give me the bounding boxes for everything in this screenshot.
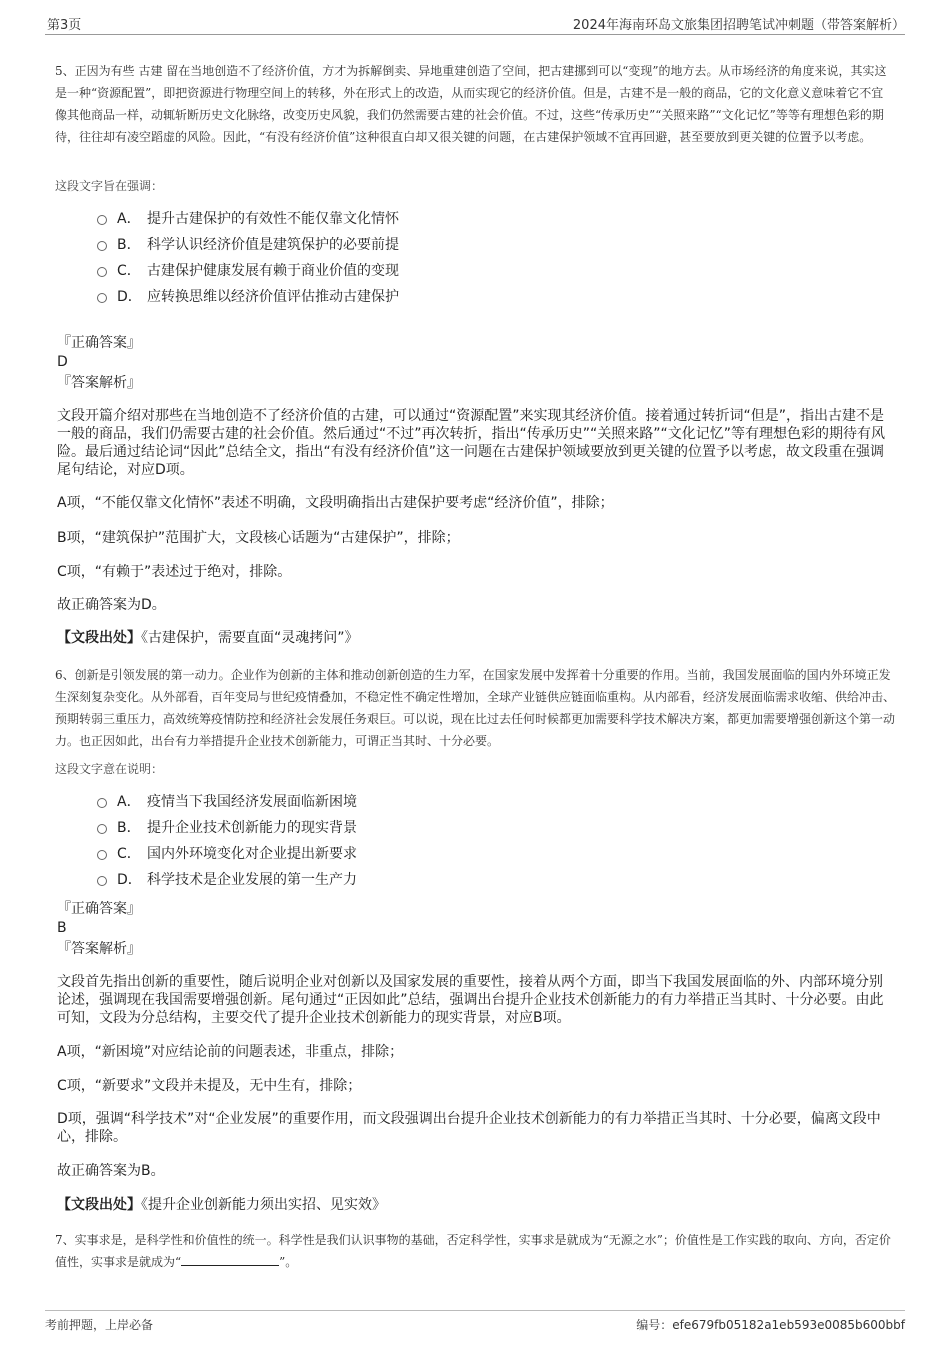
option-letter: D． (117, 872, 142, 888)
option-letter: B． (117, 237, 141, 253)
q5-option-c[interactable] (97, 260, 399, 282)
q6-analysis-c: C项，“新要求”文段并未提及，无中生有，排除； (57, 1078, 362, 1094)
question-7-text (55, 1229, 895, 1273)
radio-icon[interactable] (97, 876, 107, 886)
q5-option-d[interactable] (97, 286, 399, 308)
option-letter: C． (117, 846, 141, 862)
option-letter: A． (117, 794, 141, 810)
question-6-prompt: 这段文字意在说明： (55, 762, 164, 776)
q6-answer-label: 『正确答案』 (57, 901, 141, 917)
q5-analysis-main: 文段开篇介绍对那些在当地创造不了经济价值的古建，可以通过“资源配置”来实现其经济价值。接着通过转折词“但是”，指出古建不是一般的商品，我们仍需要古建的社会价值。然后通过“不过”再次转折，指出“传承历史”“关照来路”“文化记忆”等有理想色彩的期待有风险。最后通过结论词“因此”总结全文，指出“有没有经济价值”这一问题在古建保护领域要放到更关键的位置予以考虑，故文段重在强调尾句结论，对应D项。 (57, 408, 886, 478)
q5-analysis-label: 『答案解析』 (57, 375, 141, 391)
option-text: 疫情当下我国经济发展面临新困境 (147, 794, 357, 810)
source-label: 【文段出处】 (57, 1197, 141, 1213)
option-text: 提升企业技术创新能力的现实背景 (147, 820, 357, 836)
q6-source (57, 1196, 893, 1214)
option-letter: C． (117, 263, 141, 279)
source-title: 《古建保护，需要直面“灵魂拷问”》 (141, 630, 359, 646)
question-6-text: 6、创新是引领发展的第一动力。企业作为创新的主体和推动创新创造的生力军，在国家发展中发挥着十分重要的作用。当前，我国发展面临的国内外环境正发生深刻复杂变化。从外部看，百年变局与世纪疫情叠加，不稳定性不确定性增加，全球产业链供应链面临重构。从内部看，经济发展面临需求收缩、供给冲击、预期转弱三重压力，高效统筹疫情防控和经济社会发展任务艰巨。可以说，现在比过去任何时候都更加需要科学技术解决方案，都更加需要增强创新这个第一动力。也正因如此，出台有力举措提升企业技术创新能力，可谓正当其时、十分必要。 (55, 668, 896, 748)
option-letter: B． (117, 820, 141, 836)
question-7-text-before: 7、实事求是，是科学性和价值性的统一。科学性是我们认识事物的基础，否定科学性，实事求是就成为“无源之水”；价值性是工作实践的取向、方向，否定价值性，实事求是就成为“ (55, 1233, 891, 1269)
q6-analysis-d: D项，强调“科学技术”对“企业发展”的重要作用，而文段强调出台提升企业技术创新能力的有力举措正当其时、十分必要，偏离文段中心，排除。 (57, 1111, 881, 1145)
option-text: 科学认识经济价值是建筑保护的必要前提 (147, 237, 399, 253)
page-header (45, 14, 905, 35)
q5-analysis-a: A项，“不能仅靠文化情怀”表述不明确，文段明确指出古建保护要考虑“经济价值”，排除； (57, 495, 614, 511)
radio-icon[interactable] (97, 850, 107, 860)
q6-analysis-main: 文段首先指出创新的重要性，随后说明企业对创新以及国家发展的重要性，接着从两个方面，即当下我国发展面临的外、内部环境分别论述，强调现在我国需要增强创新。尾句通过“正因如此”总结，强调出台提升企业技术创新能力的有力举措正当其时、十分必要。由此可知，文段为分总结构，主要交代了提升企业技术创新能力的现实背景，对应B项。 (57, 974, 884, 1026)
footer-slogan: 考前押题，上岸必备 (45, 1318, 154, 1332)
q5-answer: D (57, 354, 68, 370)
radio-icon[interactable] (97, 824, 107, 834)
radio-icon[interactable] (97, 241, 107, 251)
q6-option-b[interactable] (97, 817, 357, 839)
radio-icon[interactable] (97, 798, 107, 808)
option-text: 提升古建保护的有效性不能仅靠文化情怀 (147, 211, 399, 227)
page-footer (45, 1310, 905, 1335)
question-5-prompt: 这段文字旨在强调： (55, 179, 164, 193)
q6-analysis-label: 『答案解析』 (57, 941, 141, 957)
q6-option-d[interactable] (97, 869, 357, 891)
q5-answer-label: 『正确答案』 (57, 335, 141, 351)
option-letter: A． (117, 211, 141, 227)
q5-source (57, 629, 893, 647)
q6-analysis-conclusion: 故正确答案为B。 (57, 1163, 165, 1179)
option-text: 应转换思维以经济价值评估推动古建保护 (147, 289, 399, 305)
option-text: 古建保护健康发展有赖于商业价值的变现 (147, 263, 399, 279)
q6-option-a[interactable] (97, 791, 357, 813)
q5-option-b[interactable] (97, 234, 399, 256)
q6-analysis-a: A项，“新困境”对应结论前的问题表述，非重点，排除； (57, 1044, 404, 1060)
option-text: 科学技术是企业发展的第一生产力 (147, 872, 357, 888)
q5-analysis-b: B项，“建筑保护”范围扩大，文段核心话题为“古建保护”，排除； (57, 530, 460, 546)
source-label: 【文段出处】 (57, 630, 141, 646)
q6-answer: B (57, 920, 67, 936)
q5-option-a[interactable] (97, 208, 399, 230)
radio-icon[interactable] (97, 215, 107, 225)
question-7-text-after: ”。 (279, 1255, 298, 1269)
q5-analysis-conclusion: 故正确答案为D。 (57, 597, 166, 613)
question-5-text: 5、正因为有些 古建 留在当地创造不了经济价值，方才为拆解倒卖、异地重建创造了空间，把古建挪到可以“变现”的地方去。从市场经济的角度来说，其实这是一种“资源配置”，即把资源进行物理空间上的转移，外在形式上的改造，从而实现它的经济价值。但是，古建不是一般的商品，它的文化意义意味着它不宜像其他商品一样，动辄斩断历史文化脉络，改变历史风貌，我们仍然需要古建的社会价值。不过，这些“传承历史”“关照来路”“文化记忆”等等有理想色彩的期待，往往却有凌空蹈虚的风险。因此，“有没有经济价值”这种很直白却又很关键的问题，在古建保护领域不宜再回避，甚至要放到更关键的位置予以考虑。 (55, 64, 887, 144)
q6-option-c[interactable] (97, 843, 357, 865)
page-number: 第3页 (47, 18, 82, 33)
option-text: 国内外环境变化对企业提出新要求 (147, 846, 357, 862)
q5-analysis-c: C项，“有赖于”表述过于绝对，排除。 (57, 564, 292, 580)
source-title: 《提升企业创新能力须出实招、见实效》 (141, 1197, 386, 1213)
option-letter: D． (117, 289, 142, 305)
footer-serial: 编号：efe679fb05182a1eb593e0085b600bbf (636, 1318, 905, 1332)
radio-icon[interactable] (97, 293, 107, 303)
document-title: 2024年海南环岛文旅集团招聘笔试冲刺题（带答案解析） (572, 18, 905, 33)
radio-icon[interactable] (97, 267, 107, 277)
fill-in-blank[interactable] (181, 1253, 279, 1266)
